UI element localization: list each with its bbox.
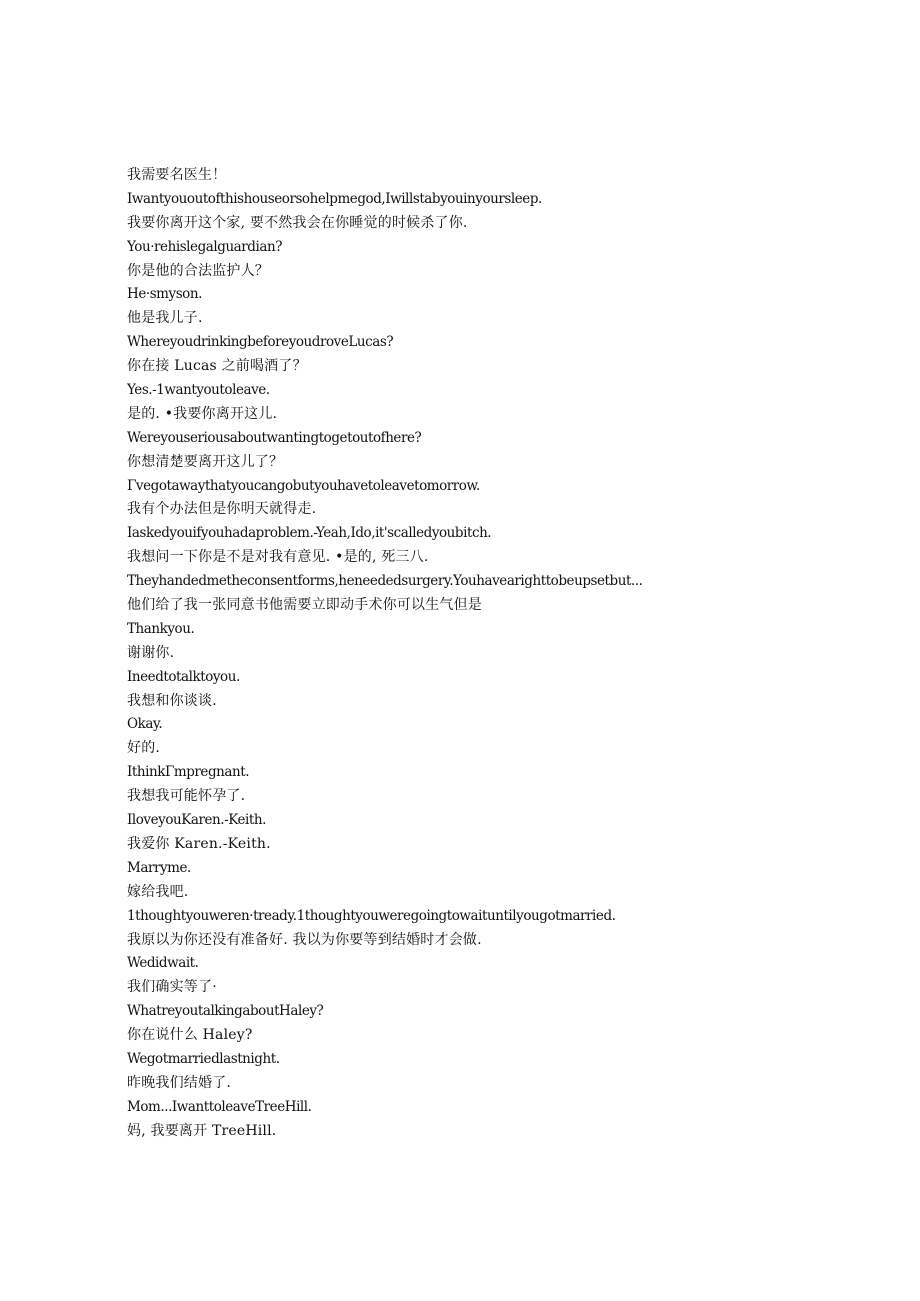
subtitle-line-chinese: 你想清楚要离开这儿了？: [127, 453, 284, 470]
subtitle-list: [127, 164, 887, 1144]
subtitle-line-english: Wedidwait.: [127, 955, 199, 972]
subtitle-line-chinese: 昨晚我们结婚了.: [127, 1074, 232, 1091]
subtitle-line-chinese: 好的.: [127, 740, 161, 757]
subtitle-line-chinese: 你是他的合法监护人？: [127, 262, 269, 279]
subtitle-line-english: Wegotmarriedlastnight.: [127, 1050, 280, 1067]
subtitle-line-english: Iwantyououtofthishouseorsohelpmegod,Iwillstabyouinyoursleep.: [127, 190, 542, 207]
subtitle-line-chinese: 嫁给我吧.: [127, 883, 189, 900]
subtitle-line-chinese: 是的. •我要你离开这儿.: [127, 405, 278, 422]
subtitle-line-english: He·smyson.: [127, 286, 202, 303]
subtitle-line-chinese: 我爱你 Karen.-Keith.: [127, 835, 271, 852]
subtitle-line-chinese: 妈, 我要离开 TreeHill.: [127, 1122, 277, 1139]
subtitle-line-english: Ineedtotalktoyou.: [127, 668, 240, 685]
subtitle-line-chinese: 我需要名医生！: [127, 167, 227, 183]
subtitle-line-english: Wereyouseriousaboutwantingtogetoutofhere?: [127, 429, 422, 446]
subtitle-line-english: You·rehislegalguardian?: [127, 238, 282, 255]
subtitle-line-chinese: 你在接 Lucas 之前喝酒了？: [127, 358, 307, 375]
subtitle-line-chinese: 我要你离开这个家, 要不然我会在你睡觉的时候杀了你.: [127, 214, 468, 231]
subtitle-line-english: WhereyoudrinkingbeforeyoudroveLucas?: [127, 334, 394, 351]
subtitle-line-english: Yes.-1wantyoutoleave.: [127, 382, 270, 399]
subtitle-line-chinese: 他们给了我一张同意书他需要立即动手术你可以生气但是: [127, 597, 482, 614]
subtitle-line-chinese: 我想和你谈谈.: [127, 692, 217, 709]
subtitle-line-english: Theyhandedmetheconsentforms,heneededsurgery.Youhavearighttobeupsetbut...: [127, 573, 643, 590]
subtitle-line-english: Thankyou.: [127, 620, 195, 637]
subtitle-line-chinese: 我原以为你还没有准备好. 我以为你要等到结婚时才会做.: [127, 931, 482, 948]
subtitle-line-chinese: 我想问一下你是不是对我有意见. •是的, 死三八.: [127, 549, 429, 566]
subtitle-line-chinese: 他是我儿子.: [127, 310, 203, 327]
subtitle-line-chinese: 我们确实等了·: [127, 979, 217, 996]
subtitle-line-english: Γvegotawaythatyoucangobutyouhavetoleavetomorrow.: [127, 477, 480, 494]
subtitle-line-chinese: 你在说什么 Haley?: [127, 1027, 253, 1044]
subtitle-line-english: IthinkΓmpregnant.: [127, 764, 250, 781]
subtitle-line-english: Mom...IwanttoleaveTreeHill.: [127, 1098, 312, 1115]
subtitle-line-english: Iaskedyouifyouhadaproblem.-Yeah,Ido,it'scalledyoubitch.: [127, 525, 492, 542]
subtitle-line-chinese: 我有个办法但是你明天就得走.: [127, 501, 317, 518]
subtitle-line-chinese: 谢谢你.: [127, 644, 175, 661]
subtitle-line-english: WhatreyoutalkingaboutHaley?: [127, 1003, 324, 1020]
subtitle-line-english: Marryme.: [127, 859, 191, 876]
subtitle-line-chinese: 我想我可能怀孕了.: [127, 788, 246, 805]
subtitle-line-english: 1thoughtyouweren·tready.1thoughtyouweregoingtowaituntilyougotmarried.: [127, 907, 616, 924]
subtitle-line-english: IloveyouKaren.-Keith.: [127, 812, 266, 829]
subtitle-line-english: Okay.: [127, 716, 163, 733]
